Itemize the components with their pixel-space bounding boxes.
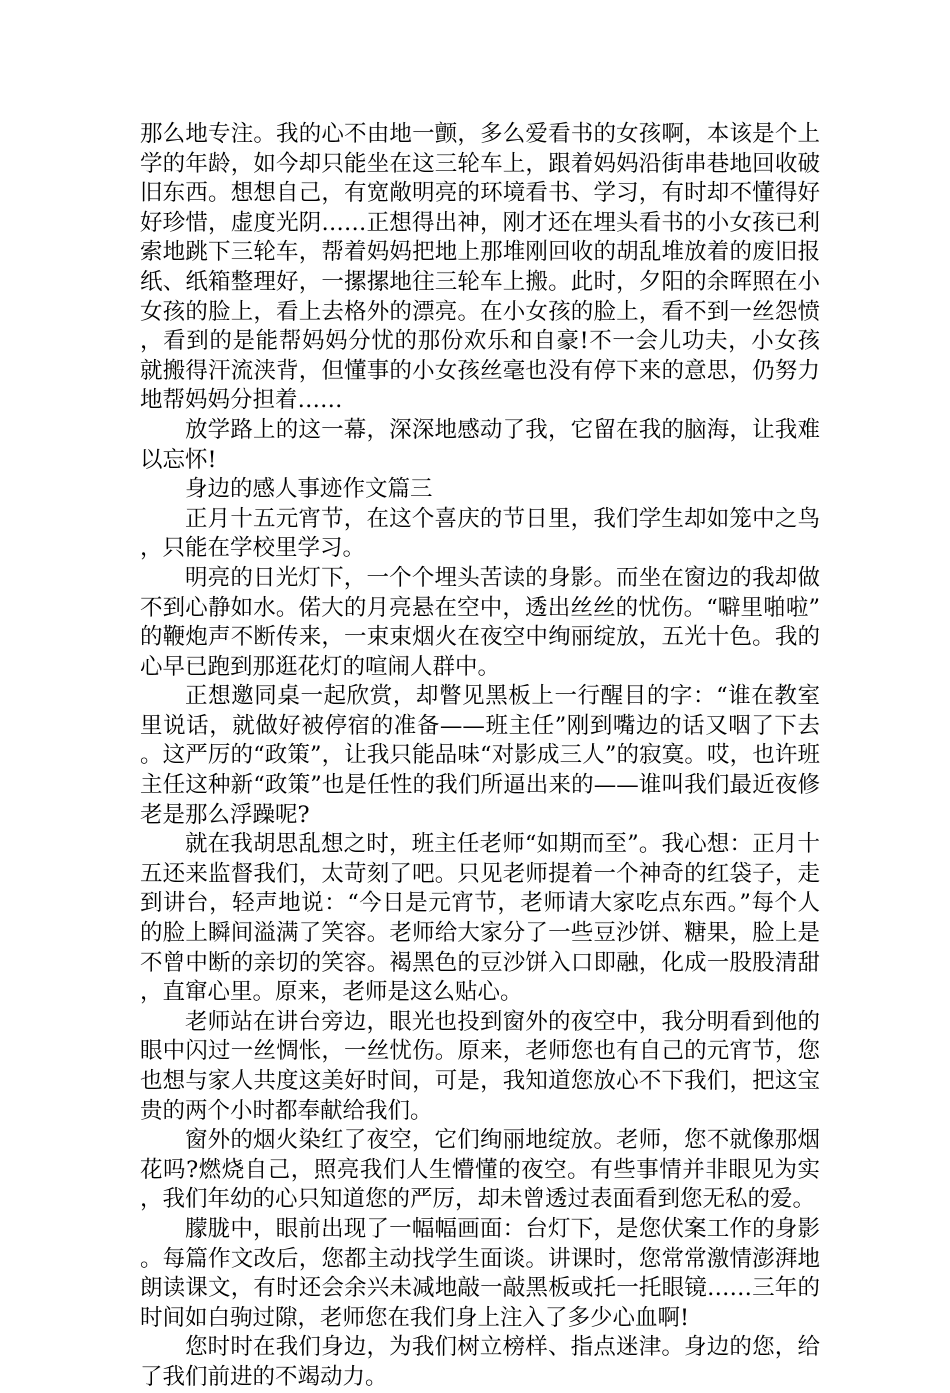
paragraph: 放学路上的这一幕，深深地感动了我，它留在我的脑海，让我难以忘怀! <box>140 416 820 473</box>
paragraph: 就在我胡思乱想之时，班主任老师“如期而至”。我心想：正月十五还来监督我们，太苛刻了吧。只见老师提着一个神奇的红袋子，走到讲台，轻声地说：“今日是元宵节，老师请大家吃点东西。”每个人的脸上瞬间溢满了笑容。老师给大家分了一些豆沙饼、糖果，脸上是不曾中断的亲切的笑容。褐黑色的豆沙饼入口即融，化成一股股清甜，直窜心里。原来，老师是这么贴心。 <box>140 831 820 1006</box>
document-body <box>140 120 820 1393</box>
paragraph: 老师站在讲台旁边，眼光也投到窗外的夜空中，我分明看到他的眼中闪过一丝惆怅，一丝忧伤。原来，老师您也有自己的元宵节，您也想与家人共度这美好时间，可是，我知道您放心不下我们，把这宝贵的两个小时都奉献给我们。 <box>140 1008 820 1124</box>
paragraph: 正想邀同桌一起欣赏，却瞥见黑板上一行醒目的字：“谁在教室里说话，就做好被停宿的准备——班主任”刚到嘴边的话又咽了下去。这严厉的“政策”，让我只能品味“对影成三人”的寂寞。哎，也许班主任这种新“政策”也是任性的我们所逼出来的——谁叫我们最近夜修老是那么浮躁呢? <box>140 683 820 828</box>
paragraph: 正月十五元宵节，在这个喜庆的节日里，我们学生却如笼中之鸟，只能在学校里学习。 <box>140 505 820 562</box>
paragraph: 朦胧中，眼前出现了一幅幅画面：台灯下，是您伏案工作的身影。每篇作文改后，您都主动找学生面谈。讲课时，您常常激情澎湃地朗读课文，有时还会余兴未减地敲一敲黑板或托一托眼镜……三年的时间如白驹过隙，老师您在我们身上注入了多少心血啊! <box>140 1215 820 1331</box>
section-heading: 身边的感人事迹作文篇三 <box>185 476 433 503</box>
paragraph: 窗外的烟火染红了夜空，它们绚丽地绽放。老师，您不就像那烟花吗?燃烧自己，照亮我们人生懵懂的夜空。有些事情并非眼见为实，我们年幼的心只知道您的严厉，却未曾透过表面看到您无私的爱。 <box>140 1127 820 1213</box>
paragraph: 明亮的日光灯下，一个个埋头苦读的身影。而坐在窗边的我却做不到心静如水。偌大的月亮悬在空中，透出丝丝的忧伤。“噼里啪啦”的鞭炮声不断传来，一束束烟火在夜空中绚丽绽放，五光十色。我的心早已跑到那逛花灯的喧闹人群中。 <box>140 564 820 680</box>
paragraph: 您时时在我们身边，为我们树立榜样、指点迷津。身边的您，给了我们前进的不竭动力。 <box>140 1334 820 1390</box>
paragraph: 那么地专注。我的心不由地一颤，多么爱看书的女孩啊，本该是个上学的年龄，如今却只能坐在这三轮车上，跟着妈妈沿街串巷地回收破旧东西。想想自己，有宽敞明亮的环境看书、学习，有时却不懂得好好珍惜，虚度光阴……正想得出神，刚才还在埋头看书的小女孩已利索地跳下三轮车，帮着妈妈把地上那堆刚回收的胡乱堆放着的废旧报纸、纸箱整理好，一摞摞地往三轮车上搬。此时，夕阳的余晖照在小女孩的脸上，看上去格外的漂亮。在小女孩的脸上，看不到一丝怨愤，看到的是能帮妈妈分忧的那份欢乐和自豪!不一会儿功夫，小女孩就搬得汗流浃背，但懂事的小女孩丝毫也没有停下来的意思，仍努力地帮妈妈分担着…… <box>140 121 820 414</box>
